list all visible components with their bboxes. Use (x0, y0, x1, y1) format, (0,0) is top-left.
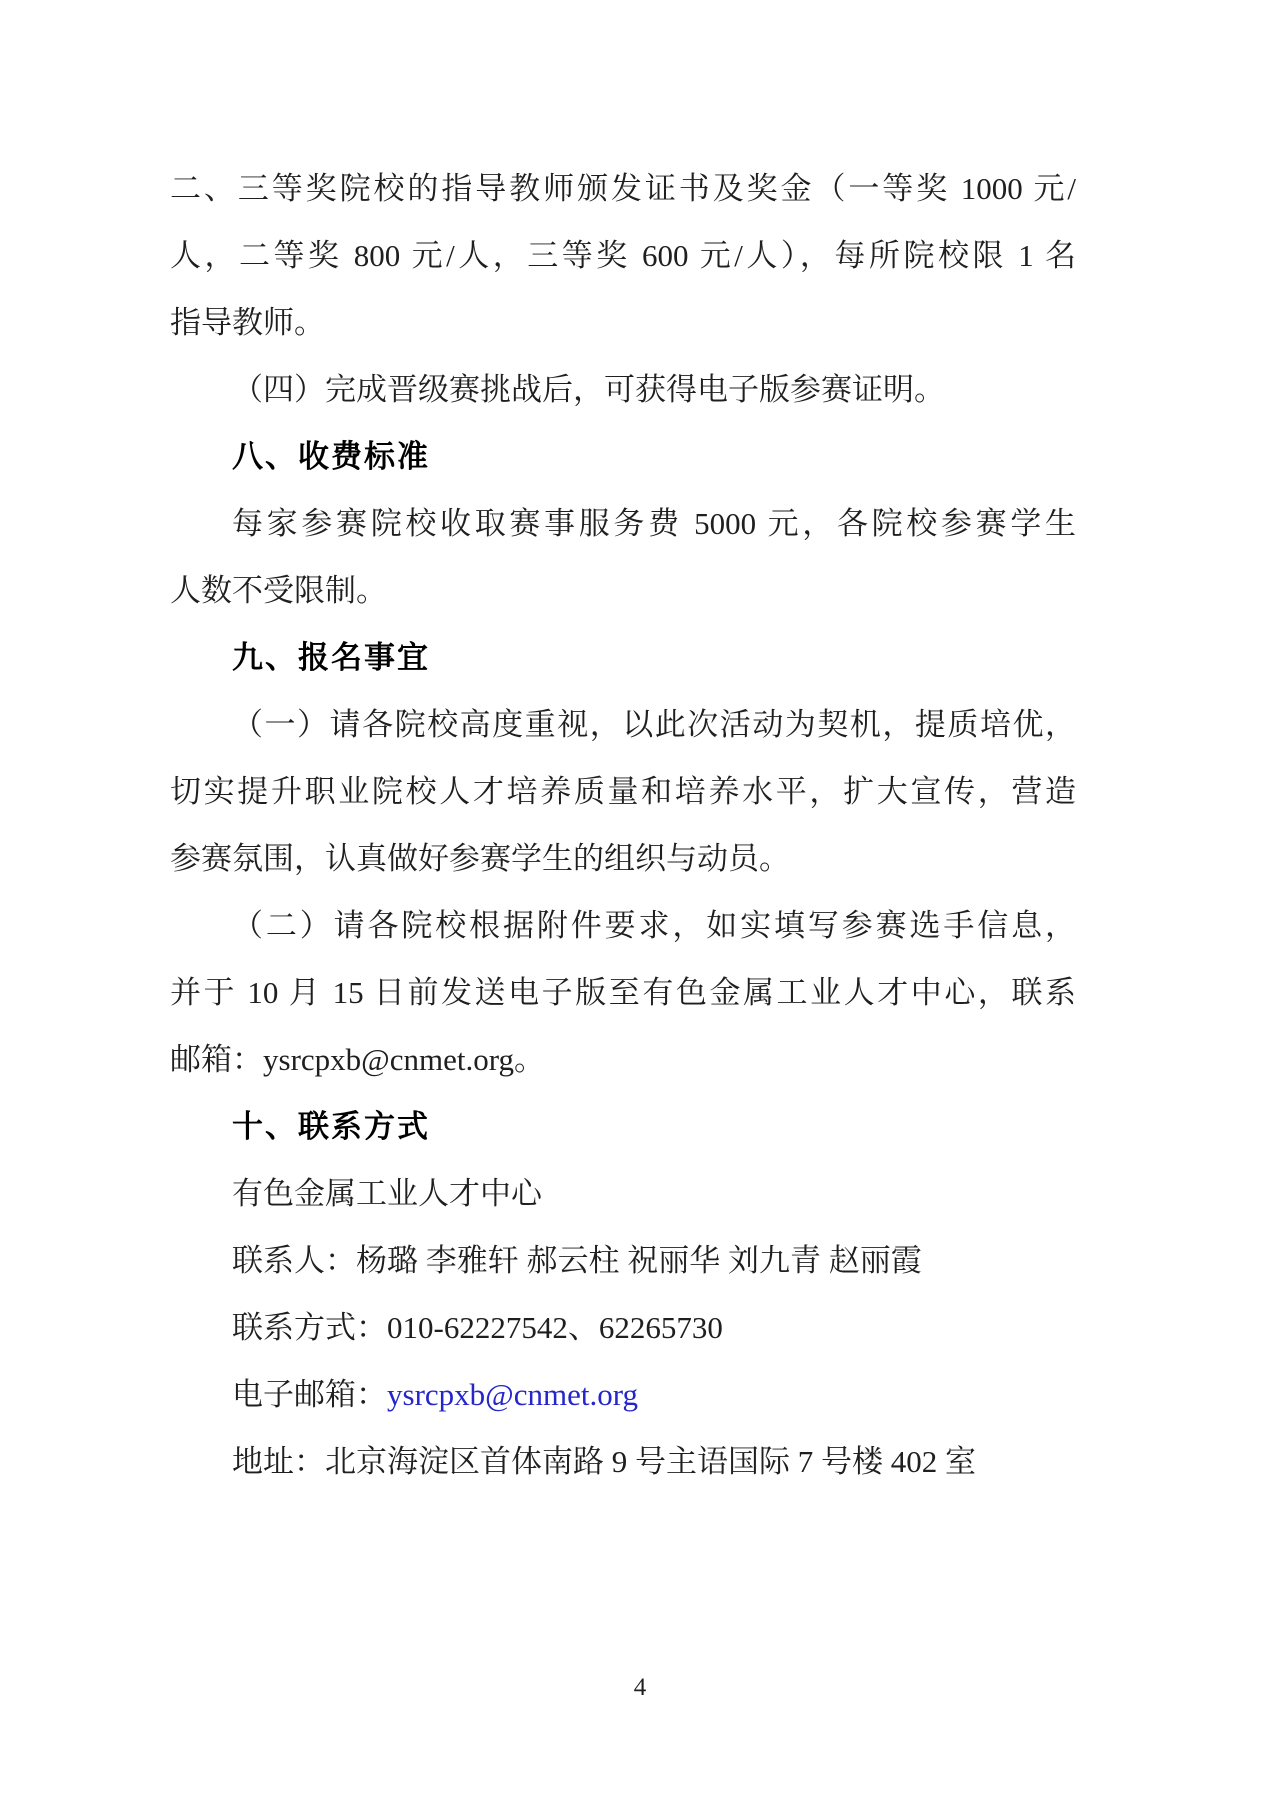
heading-fees: 八、收费标准 (232, 439, 430, 474)
para-reg-one-line-3: 参赛氛围，认真做好参赛学生的组织与动员。 (170, 841, 790, 876)
para-reg-one-line-1: （一）请各院校高度重视，以此次活动为契机，提质培优， (232, 707, 1076, 742)
contact-phone: 联系方式：010-62227542、62265730 (232, 1310, 723, 1345)
para-item-four: （四）完成晋级赛挑战后，可获得电子版参赛证明。 (232, 372, 945, 407)
heading-registration: 九、报名事宜 (232, 640, 430, 675)
contact-address: 地址：北京海淀区首体南路 9 号主语国际 7 号楼 402 室 (232, 1444, 976, 1479)
contact-email-link[interactable]: ysrcpxb@cnmet.org (387, 1377, 638, 1412)
contact-persons: 联系人：杨璐 李雅轩 郝云柱 祝丽华 刘九青 赵丽霞 (232, 1243, 922, 1278)
document-body (170, 155, 1076, 1495)
para-fees-line-2: 人数不受限制。 (170, 573, 387, 608)
contact-email-line (170, 1361, 1076, 1428)
contact-org: 有色金属工业人才中心 (232, 1176, 542, 1211)
para-fees-line-1: 每家参赛院校收取赛事服务费 5000 元，各院校参赛学生 (232, 506, 1076, 541)
para-reg-two-line-3: 邮箱：ysrcpxb@cnmet.org。 (170, 1042, 545, 1077)
para-reg-one-line-2: 切实提升职业院校人才培养质量和培养水平，扩大宣传，营造 (170, 774, 1076, 809)
page-number: 4 (633, 1674, 647, 1701)
para-reg-two-line-2: 并于 10 月 15 日前发送电子版至有色金属工业人才中心，联系 (170, 975, 1076, 1010)
para-awards-line-2: 人，二等奖 800 元/人，三等奖 600 元/人），每所院校限 1 名 (170, 238, 1076, 273)
para-awards-line-1: 二、三等奖院校的指导教师颁发证书及奖金（一等奖 1000 元/ (170, 171, 1076, 206)
heading-contact: 十、联系方式 (232, 1109, 430, 1144)
para-awards-line-3: 指导教师。 (170, 305, 325, 340)
contact-email-label: 电子邮箱： (232, 1377, 387, 1412)
para-reg-two-line-1: （二）请各院校根据附件要求，如实填写参赛选手信息， (232, 908, 1076, 943)
